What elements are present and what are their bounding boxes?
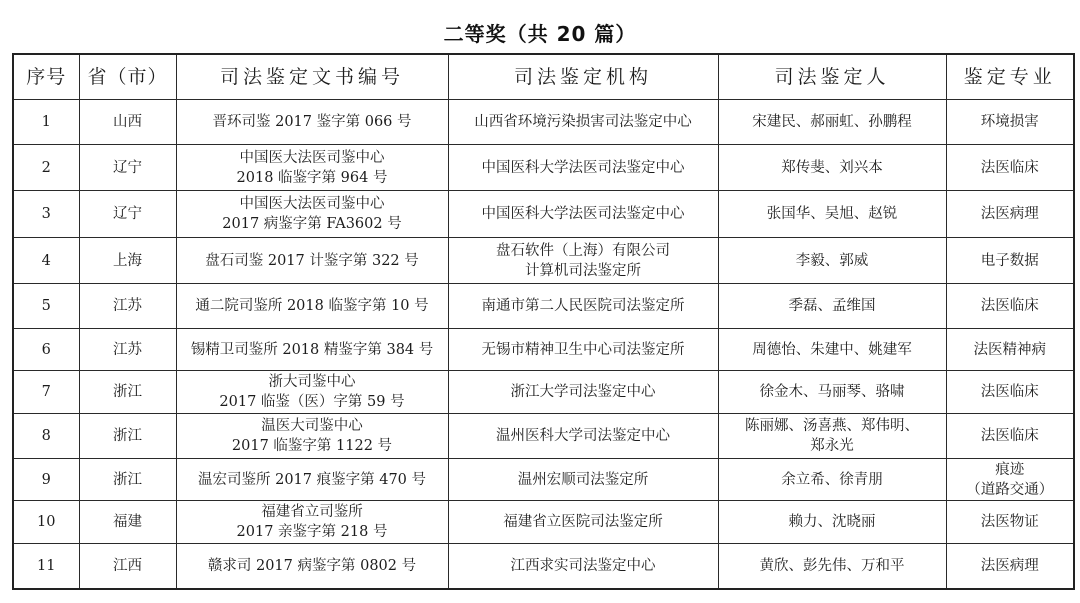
cell-specialty [946, 145, 1074, 191]
cell-institution-line: 浙江大学司法鉴定中心 [510, 384, 656, 400]
cell-province: 福建 [79, 501, 176, 544]
section-title: 二等奖（共 20 篇） [443, 22, 637, 46]
cell-experts [718, 145, 946, 191]
cell-document-number-line: 福建省立司鉴所 [261, 504, 363, 520]
cell-document-number [176, 329, 448, 371]
award-table [12, 53, 1075, 590]
cell-document-number [176, 145, 448, 191]
cell-document-number [176, 238, 448, 284]
header-province: 省（市） [79, 54, 176, 100]
cell-specialty [946, 284, 1074, 329]
cell-document-number-line: 晋环司鉴 2017 鉴字第 066 号 [212, 114, 412, 130]
cell-no: 8 [13, 414, 79, 459]
cell-experts [718, 238, 946, 284]
cell-document-number [176, 414, 448, 459]
cell-experts [718, 414, 946, 459]
cell-specialty [946, 414, 1074, 459]
cell-no: 4 [13, 238, 79, 284]
cell-document-number-line: 2017 病鉴字第 FA3602 号 [222, 216, 402, 232]
cell-no: 7 [13, 371, 79, 414]
header-specialty: 鉴定专业 [946, 54, 1074, 100]
cell-experts [718, 284, 946, 329]
cell-no: 6 [13, 329, 79, 371]
cell-experts-line: 徐金木、马丽琴、骆啸 [759, 384, 905, 400]
cell-province: 上海 [79, 238, 176, 284]
cell-experts [718, 100, 946, 145]
cell-no: 5 [13, 284, 79, 329]
table-row [13, 501, 1074, 544]
cell-institution [448, 371, 718, 414]
cell-experts [718, 191, 946, 238]
cell-experts-line: 黄欣、彭先伟、万和平 [759, 557, 905, 574]
cell-specialty-line: 法医临床 [980, 384, 1039, 400]
cell-institution-line: 山西省环境污染损害司法鉴定中心 [474, 114, 692, 130]
cell-institution [448, 100, 718, 145]
cell-institution-line: 温州医科大学司法鉴定中心 [496, 428, 670, 444]
cell-institution [448, 238, 718, 284]
cell-institution-line: 中国医科大学法医司法鉴定中心 [481, 206, 685, 222]
cell-institution-line: 南通市第二人民医院司法鉴定所 [481, 298, 685, 314]
cell-institution-line: 福建省立医院司法鉴定所 [503, 514, 663, 530]
cell-document-number-line: 2017 临鉴（医）字第 59 号 [219, 394, 405, 410]
cell-institution [448, 459, 718, 501]
cell-document-number-line: 2017 亲鉴字第 218 号 [236, 524, 388, 540]
cell-institution [448, 414, 718, 459]
table-header-row [13, 54, 1074, 100]
cell-institution-line: 计算机司法鉴定所 [525, 262, 641, 279]
cell-experts-line: 周德怡、朱建中、姚建军 [752, 341, 912, 358]
cell-province: 辽宁 [79, 145, 176, 191]
header-experts: 司法鉴定人 [718, 54, 946, 100]
table-row [13, 414, 1074, 459]
cell-province: 江苏 [79, 329, 176, 371]
cell-document-number-line: 赣求司 2017 病鉴字第 0802 号 [207, 557, 417, 574]
cell-no: 10 [13, 501, 79, 544]
cell-document-number [176, 544, 448, 589]
cell-document-number-line: 锡精卫司鉴所 2018 精鉴字第 384 号 [190, 341, 434, 358]
cell-experts-line: 季磊、孟维国 [788, 298, 876, 314]
cell-province: 江西 [79, 544, 176, 589]
cell-specialty-line: 痕迹 [995, 461, 1025, 478]
cell-document-number-line: 温宏司鉴所 2017 痕鉴字第 470 号 [197, 471, 426, 488]
cell-document-number [176, 501, 448, 544]
cell-specialty [946, 501, 1074, 544]
table-row [13, 544, 1074, 589]
cell-document-number-line: 中国医大法医司鉴中心 [239, 149, 385, 166]
cell-institution [448, 501, 718, 544]
cell-institution [448, 284, 718, 329]
cell-document-number-line: 2018 临鉴字第 964 号 [236, 169, 388, 186]
cell-specialty-line: 法医病理 [980, 557, 1039, 574]
cell-experts [718, 501, 946, 544]
cell-province: 江苏 [79, 284, 176, 329]
cell-experts [718, 371, 946, 414]
cell-document-number [176, 284, 448, 329]
cell-experts-line: 赖力、沈晓丽 [788, 514, 876, 530]
table-row [13, 329, 1074, 371]
cell-specialty-line: 法医临床 [980, 298, 1039, 314]
cell-specialty-line: 电子数据 [980, 252, 1039, 269]
cell-institution-line: 中国医科大学法医司法鉴定中心 [481, 159, 685, 176]
cell-specialty-line: （道路交通） [966, 481, 1054, 498]
cell-no: 11 [13, 544, 79, 589]
cell-document-number [176, 371, 448, 414]
cell-province: 辽宁 [79, 191, 176, 238]
cell-specialty-line: 法医精神病 [973, 341, 1046, 358]
cell-specialty-line: 环境损害 [980, 114, 1039, 130]
cell-experts [718, 329, 946, 371]
cell-specialty [946, 238, 1074, 284]
cell-institution-line: 无锡市精神卫生中心司法鉴定所 [481, 341, 685, 358]
cell-document-number [176, 100, 448, 145]
cell-specialty-line: 法医物证 [980, 514, 1039, 530]
cell-institution-line: 盘石软件（上海）有限公司 [496, 242, 670, 259]
cell-experts-line: 陈丽娜、汤喜燕、郑伟明、 [745, 418, 919, 434]
cell-document-number-line: 中国医大法医司鉴中心 [239, 196, 385, 212]
table-row [13, 100, 1074, 145]
cell-institution [448, 191, 718, 238]
table-row [13, 459, 1074, 501]
cell-document-number-line: 通二院司鉴所 2018 临鉴字第 10 号 [195, 298, 429, 314]
cell-institution-line: 温州宏顺司法鉴定所 [517, 471, 649, 488]
cell-province: 山西 [79, 100, 176, 145]
cell-experts-line: 郑传斐、刘兴本 [781, 159, 883, 176]
cell-specialty-line: 法医病理 [980, 206, 1039, 222]
table-body [13, 100, 1074, 589]
cell-institution [448, 544, 718, 589]
cell-specialty [946, 329, 1074, 371]
cell-specialty [946, 544, 1074, 589]
cell-no: 9 [13, 459, 79, 501]
table-row [13, 238, 1074, 284]
cell-document-number [176, 459, 448, 501]
header-no: 序号 [13, 54, 79, 100]
cell-specialty [946, 459, 1074, 501]
cell-experts-line: 余立希、徐青朋 [781, 471, 883, 488]
cell-document-number [176, 191, 448, 238]
cell-experts-line: 宋建民、郝丽虹、孙鹏程 [752, 114, 912, 130]
cell-institution-line: 江西求实司法鉴定中心 [510, 557, 656, 574]
cell-province: 浙江 [79, 459, 176, 501]
cell-no: 3 [13, 191, 79, 238]
header-institution: 司法鉴定机构 [448, 54, 718, 100]
header-document-number: 司法鉴定文书编号 [176, 54, 448, 100]
cell-document-number-line: 2017 临鉴字第 1122 号 [231, 438, 393, 454]
cell-province: 浙江 [79, 371, 176, 414]
cell-experts [718, 544, 946, 589]
cell-specialty [946, 191, 1074, 238]
table-row [13, 191, 1074, 238]
cell-no: 1 [13, 100, 79, 145]
table-row [13, 371, 1074, 414]
cell-document-number-line: 盘石司鉴 2017 计鉴字第 322 号 [205, 252, 419, 269]
cell-experts-line: 李毅、郭威 [795, 252, 869, 269]
cell-document-number-line: 温医大司鉴中心 [261, 418, 363, 434]
cell-experts-line: 郑永光 [810, 438, 854, 454]
cell-experts [718, 459, 946, 501]
cell-specialty-line: 法医临床 [980, 428, 1039, 444]
cell-specialty-line: 法医临床 [980, 159, 1039, 176]
cell-document-number-line: 浙大司鉴中心 [268, 374, 356, 390]
table-row [13, 145, 1074, 191]
cell-no: 2 [13, 145, 79, 191]
table-row [13, 284, 1074, 329]
cell-institution [448, 329, 718, 371]
cell-specialty [946, 371, 1074, 414]
cell-institution [448, 145, 718, 191]
cell-specialty [946, 100, 1074, 145]
cell-experts-line: 张国华、吴旭、赵锐 [766, 206, 898, 222]
cell-province: 浙江 [79, 414, 176, 459]
